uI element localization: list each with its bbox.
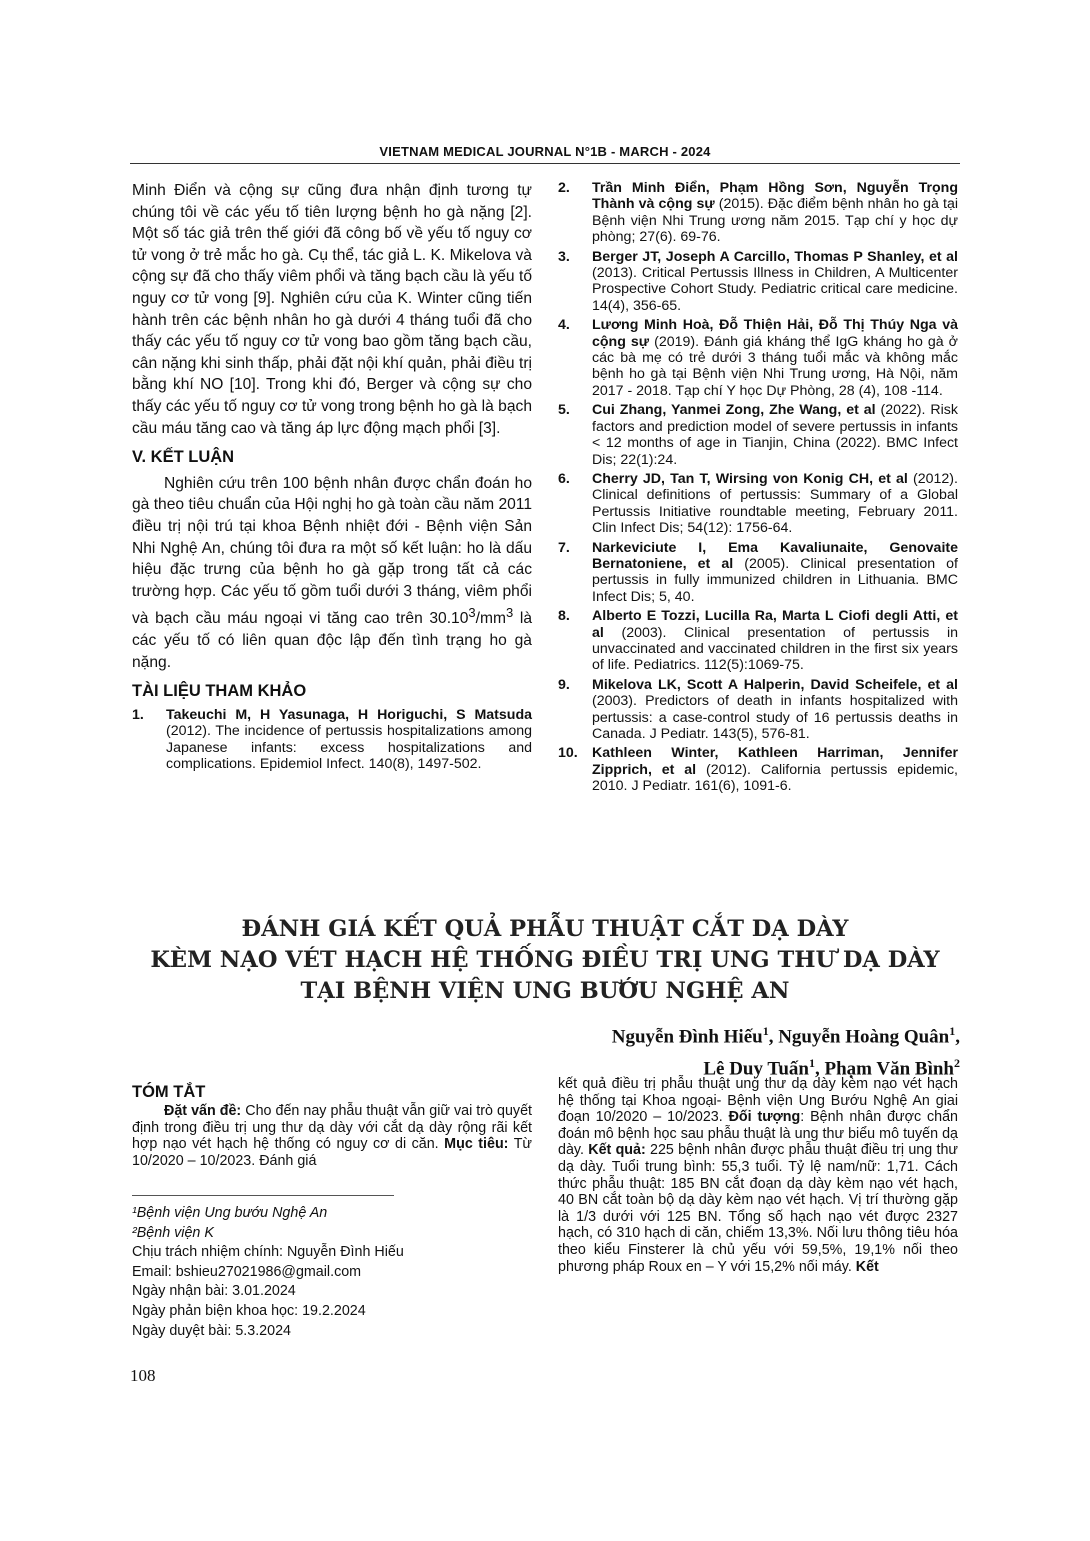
footnote-rule bbox=[132, 1195, 394, 1196]
abstract-text-left: Đặt vấn đề: Cho đến nay phẫu thuật vẫn giữ vai trò quyết định trong điều trị ung thư dạ dày với cắt dạ dày rộng rãi kết hợp nạo vét hạch hệ thống có nguy cơ di căn. Mục tiêu: Từ 10/2020 – 10/2023. Đánh giá bbox=[132, 1103, 533, 1169]
date-accepted: Ngày duyệt bài: 5.3.2024 bbox=[132, 1322, 291, 1339]
reference-list-left bbox=[132, 707, 532, 773]
reference-item: 4. Lương Minh Hoà, Đỗ Thiện Hải, Đỗ Thị Thúy Nga và cộng sự (2019). Đánh giá kháng thể IgG kháng ho gà ở các bà mẹ có trẻ dưới 3 tháng tuổi mắc và không mắc bệnh ho gà tại Bệnh viện Nhi Trung ương, Hà Nội, năm 2017 - 2018. Tạp chí Y học Dự Phòng, 28 (4), 108 -114. bbox=[558, 317, 958, 399]
author-list: Nguyễn Đình Hiếu$^1$, Nguyễn Hoàng Quân$^1$, Lê Duy Tuấn$^1$, Phạm Văn Bình$^2$ bbox=[611, 1024, 960, 1080]
page-number: 108 bbox=[130, 1366, 156, 1385]
affiliation-1: ¹Bệnh viện Ung bướu Nghệ An bbox=[132, 1205, 328, 1221]
date-received: Ngày nhận bài: 3.01.2024 bbox=[132, 1283, 296, 1300]
email: Email: bshieu27021986@gmail.com bbox=[132, 1263, 362, 1280]
date-reviewed: Ngày phản biện khoa học: 19.2.2024 bbox=[132, 1302, 366, 1319]
article-title: ĐÁNH GIÁ KẾT QUẢ PHẪU THUẬT CẮT DẠ DÀY KÈM NẠO VÉT HẠCH HỆ THỐNG ĐIỀU TRỊ UNG THƯ DẠ DÀY TẠI BỆNH VIỆN UNG BƯỚU NGHỆ AN bbox=[150, 916, 940, 1004]
reference-item: 8. Alberto E Tozzi, Lucilla Ra, Marta L Ciofi degli Atti, et al (2003). Clinical presentation of pertussis in unvaccinated and vaccinated children in the first six years of life. Pediatrics. 112(5):1069-75. bbox=[558, 608, 958, 674]
reference-list-right bbox=[558, 180, 958, 798]
header-rule bbox=[130, 163, 960, 164]
conclusion-heading: V. KẾT LUẬN bbox=[132, 448, 235, 467]
reference-item: 3. Berger JT, Joseph A Carcillo, Thomas P Shanley, et al (2013). Critical Pertussis Illness in Children, A Multicenter Prospective Cohort Study. Pediatric critical care medicine. 14(4), 356-65. bbox=[558, 248, 958, 314]
affiliation-2: ²Bệnh viện K bbox=[132, 1224, 214, 1241]
abstract-text-right: kết quả điều trị phẫu thuật ung thư dạ dày kèm nạo vét hạch hệ thống tại Khoa ngoại- Bệnh viện Ung Bướu Nghệ An giai đoạn 10/2020 – 10/2023. Đối tượng: Bệnh nhân được chẩn đoán mô bệnh học sau phẫu thuật là ung thư biểu mô tuyến dạ dày. Kết quả: 225 bệnh nhân được phẫu thuật điều trị ung thư dạ dày. Tuổi trung bình: 55,3 tuổi. Tỷ lệ nam/nữ: 1,71. Cách thức phẫu thuật: 185 BN cắt đoạn dạ dày kèm nạo vét hạch, 40 BN cắt toàn bộ dạ dày kèm nạo vét hạch. Vị trí thường gặp là 1/3 dưới với 125 BN. Tổng số hạch nạo vét được 2327 hạch, có 310 hạch di căn, chiếm 13,3%. Nối lưu thông tiêu hóa theo kiểu Finsterer là chủ yếu với 59,5%, 19,1% nối theo phương pháp Roux en – Y với 15,2% nối máy. Kết bbox=[558, 1076, 958, 1275]
journal-header: VIETNAM MEDICAL JOURNAL N°1B - MARCH - 2024 bbox=[379, 144, 711, 159]
conclusion-paragraph: Nghiên cứu trên 100 bệnh nhân được chẩn đoán ho gà theo tiêu chuẩn của Hội nghị ho gà toàn cầu năm 2011 điều trị nội trú tại khoa Bệnh nhiệt đới - Bệnh viện Sản Nhi Nghệ An, chúng tôi đưa ra một số kết luận: ho là dấu hiệu đặc trưng của bệnh ho gà gặp trong tất cả các trường hợp. Các yếu tố gồm tuổi dưới 3 tháng, viêm phổi và bạch cầu máu ngoại vi tăng cao trên $30.10^3/mm^3$ là các yếu tố có liên quan độc lập đến tình trạng ho gà nặng. bbox=[132, 474, 532, 671]
reference-item: 10. Kathleen Winter, Kathleen Harriman, Jennifer Zipprich, et al (2012). California pertussis epidemic, 2010. J Pediatr. 161(6), 1091-6. bbox=[558, 745, 958, 795]
references-heading: TÀI LIỆU THAM KHẢO bbox=[132, 682, 307, 701]
reference-item: 6. Cherry JD, Tan T, Wirsing von Konig CH, et al (2012). Clinical definitions of pertussis: Summary of a Global Pertussis Initiative roundtable meeting, February 2011. Clin Infect Dis; 54(12): 1756-64. bbox=[558, 470, 958, 537]
reference-item: 7. Narkeviciute I, Ema Kavaliunaite, Genovaite Bernatoniene, et al (2005). Clinical presentation of pertussis in fully immunized children in Lithuania. BMC Infect Dis; 5, 40. bbox=[558, 539, 958, 605]
discussion-paragraph: Minh Điển và cộng sự cũng đưa nhận định tương tự chúng tôi về các yếu tố tiên lượng bệnh ho gà nặng [2]. Một số tác giả trên thế giới đã công bố về yếu tố nguy cơ tử vong ở trẻ mắc ho gà. Cụ thể, tác giả L. K. Mikelova và cộng sự đã cho thấy viêm phổi và tăng bạch cầu là yếu tố nguy cơ tử vong [9]. Nghiên cứu của K. Winter cũng tiến hành trên các bệnh nhân ho gà dưới 4 tháng tuổi đã cho thấy các yếu tố nguy cơ tử vong bao gồm tăng bạch cầu, cân nặng khi sinh thấp, phải đặt nội khí quản, phải điều trị bằng khí NO [10]. Trong khi đó, Berger và cộng sự cho thấy các yếu tố nguy cơ tử vong trong bệnh ho gà là bạch cầu máu tăng cao và tăng áp lực động mạch phổi [3]. bbox=[132, 182, 532, 437]
abstract-heading: TÓM TẮT bbox=[132, 1083, 206, 1101]
left-column bbox=[132, 180, 532, 775]
reference-item: 1. Takeuchi M, H Yasunaga, H Horiguchi, S Matsuda (2012). The incidence of pertussis hospitalizations among Japanese infants: excess hospitalizations and complications. Epidemiol Infect. 140(8), 1497-502. bbox=[132, 706, 532, 773]
reference-item: 2. Trần Minh Điển, Phạm Hồng Sơn, Nguyễn Trọng Thành và cộng sự (2015). Đặc điểm bệnh nhân ho gà tại Bệnh viện Nhi Trung ương năm 2015. Tạp chí y học dự phòng; 27(6). 69-76. bbox=[558, 180, 959, 246]
reference-item: 9. Mikelova LK, Scott A Halperin, David Scheifele, et al (2003). Predictors of death in infants hospitalized with pertussis: a case-control study of 16 pertussis deaths in Canada. J Pediatr. 143(5), 576-81. bbox=[558, 676, 958, 742]
footnotes bbox=[132, 1204, 404, 1341]
corresponding-author: Chịu trách nhiệm chính: Nguyễn Đình Hiếu bbox=[132, 1244, 404, 1261]
reference-item: 5. Cui Zhang, Yanmei Zong, Zhe Wang, et al (2022). Risk factors and prediction model of severe pertussis in infants < 12 months of age in Tianjin, China (2022). BMC Infect Dis; 22(1):24. bbox=[558, 402, 958, 468]
